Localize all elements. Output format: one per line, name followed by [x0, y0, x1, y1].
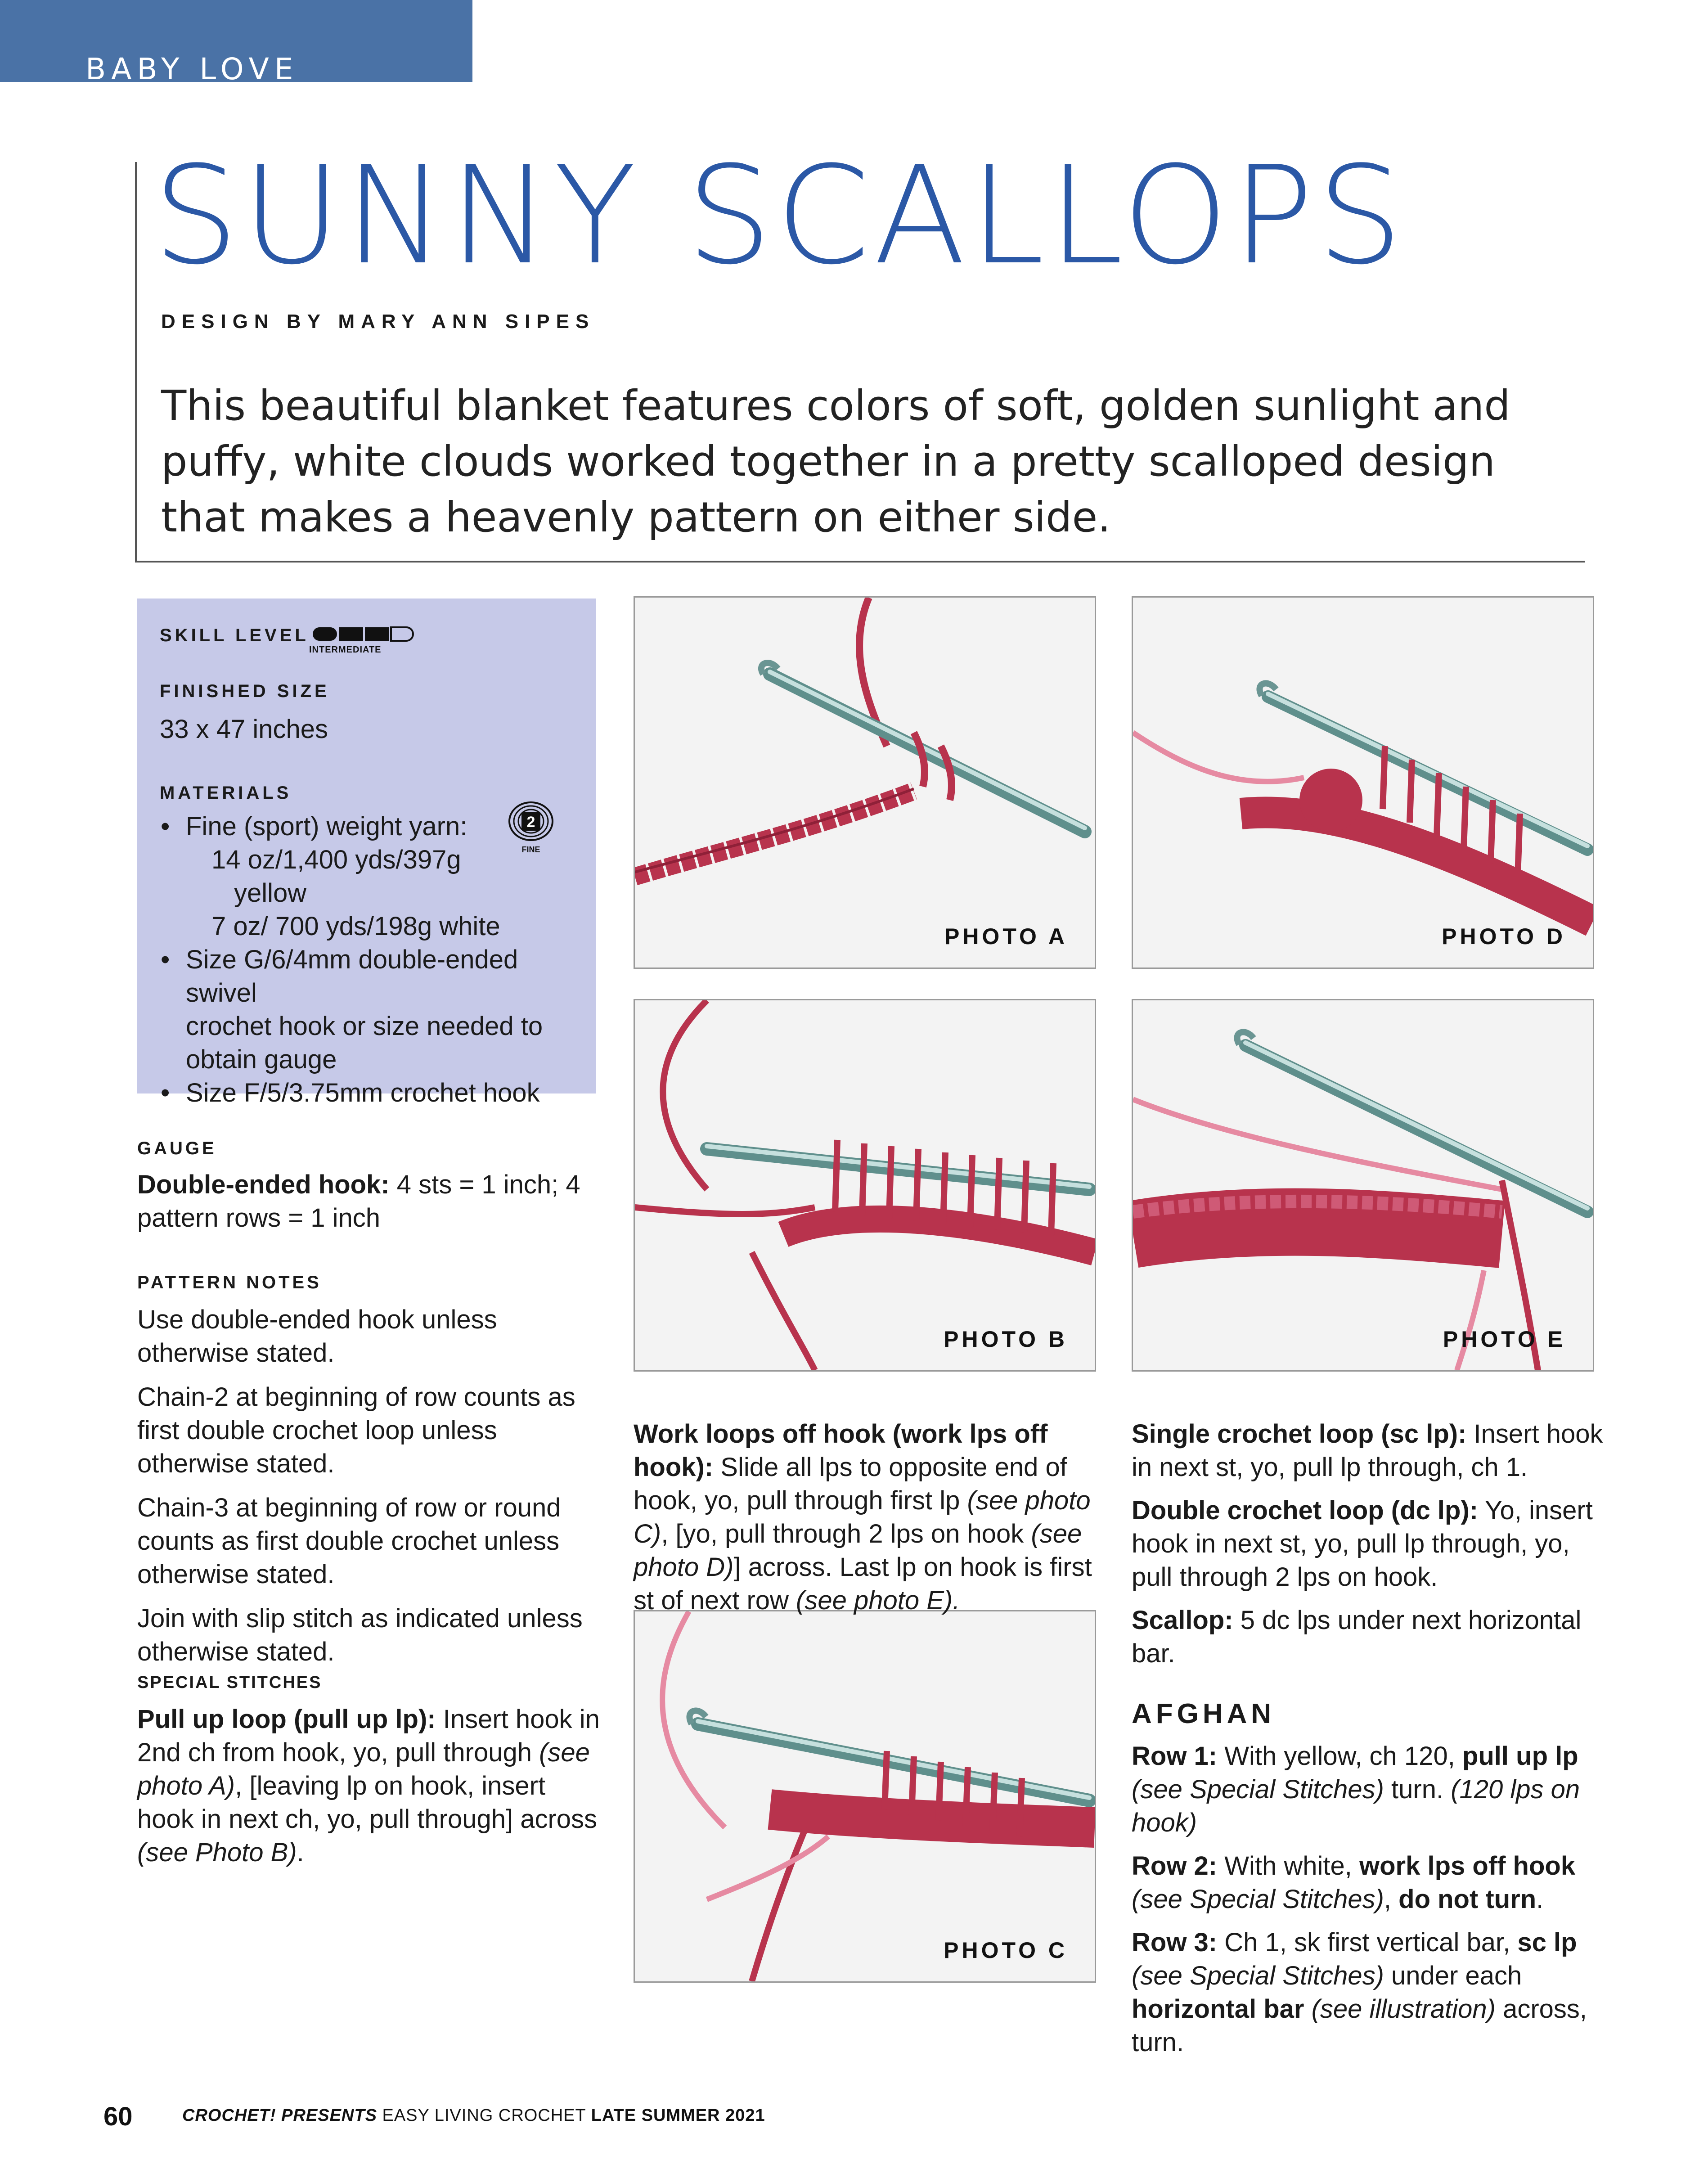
photo-d	[1132, 596, 1594, 969]
gauge-text	[137, 1168, 587, 1235]
photo-ref: (see Photo B)	[137, 1838, 297, 1867]
stitch-name: Scallop:	[1132, 1606, 1233, 1635]
row-text: Ch 1, sk first vertical bar,	[1217, 1928, 1518, 1957]
photo-a-label: PHOTO A	[944, 924, 1068, 949]
yarn-weight-icon	[506, 801, 556, 855]
section-label: BABY LOVE	[85, 52, 299, 86]
material-subitem: 7 oz/ 700 yds/198g white	[211, 912, 500, 941]
pattern-notes-heading: PATTERN NOTES	[137, 1273, 322, 1292]
material-item-cont: crochet hook or size needed to	[186, 1012, 543, 1041]
gauge-value: 4 sts = 1 inch; 4 pattern rows = 1 inch	[137, 1170, 580, 1233]
yarn-weight-caption: FINE	[521, 845, 540, 854]
material-item: • Size G/6/4mm double-ended swivel	[160, 943, 565, 1010]
photo-c-label: PHOTO C	[944, 1938, 1068, 1963]
material-item-cont: obtain gauge	[186, 1045, 337, 1074]
title-rule-horizontal	[135, 561, 1585, 562]
designer-byline: DESIGN BY MARY ANN SIPES	[161, 310, 595, 333]
stitch-text: Slide all lps to opposite end of hook, yo, pull through first lp	[634, 1453, 1067, 1515]
materials-heading: MATERIALS	[160, 783, 292, 803]
material-item: • Fine (sport) weight yarn:	[160, 810, 565, 843]
stitch-text: Insert hook in next st, yo, pull lp through, ch 1.	[1132, 1419, 1603, 1482]
photo-e	[1132, 999, 1594, 1372]
photo-b	[634, 999, 1096, 1372]
stitch-text: Insert hook in 2nd ch from hook, yo, pull through	[137, 1705, 600, 1767]
row-bold: work lps off hook	[1359, 1851, 1576, 1881]
finished-size-value: 33 x 47 inches	[160, 715, 328, 744]
info-box	[137, 598, 596, 1107]
row-2	[1132, 1850, 1618, 1916]
stitch-name: Work loops off hook (work lps off hook):	[634, 1419, 1048, 1482]
stitch-text: 5 dc lps under next horizontal bar.	[1132, 1606, 1582, 1668]
publication-name: CROCHET! PRESENTS	[182, 2106, 377, 2125]
intro-paragraph: This beautiful blanket features colors of soft, golden sunlight and puffy, white clouds worked together in a pretty scalloped design that makes a heavenly pattern on either side.	[161, 382, 1510, 541]
stitch-work-loops-off	[634, 1418, 1110, 1617]
material-subitem: yellow	[234, 878, 307, 908]
row-text: With yellow, ch 120,	[1217, 1742, 1462, 1771]
material-item: • Size F/5/3.75mm crochet hook	[160, 1076, 565, 1110]
pattern-note: Join with slip stitch as indicated unless otherwise stated.	[137, 1604, 583, 1666]
row-ref: (see Special Stitches)	[1132, 1775, 1384, 1804]
special-stitches-heading: SPECIAL STITCHES	[137, 1673, 322, 1692]
stitch-name: Single crochet loop (sc lp):	[1132, 1419, 1467, 1449]
stitch-name: Double crochet loop (dc lp):	[1132, 1496, 1479, 1525]
row-bold: horizontal bar	[1132, 1994, 1304, 2024]
yarn-weight-number: 2	[526, 814, 535, 831]
photo-d-label: PHOTO D	[1442, 924, 1566, 949]
issue-date: LATE SUMMER 2021	[591, 2106, 765, 2125]
row-bold: sc lp	[1517, 1928, 1577, 1957]
stitch-pull-up-loop	[137, 1703, 605, 1869]
stitch-scallop	[1132, 1604, 1618, 1670]
materials-list	[160, 810, 565, 1110]
row-ref: (see Special Stitches)	[1132, 1885, 1384, 1914]
skill-segment-2	[339, 627, 363, 641]
photo-b-label: PHOTO B	[944, 1327, 1068, 1352]
photo-ref: (see photo C)	[634, 1486, 1091, 1548]
pattern-note: Use double-ended hook unless otherwise stated.	[137, 1305, 497, 1368]
stitch-text: .	[297, 1838, 304, 1867]
row-label: Row 3:	[1132, 1928, 1218, 1957]
stitch-text: Yo, insert hook in next st, yo, pull lp through, yo, pull through 2 lps on hook.	[1132, 1496, 1593, 1592]
photo-ref: (see photo D)	[634, 1519, 1082, 1582]
afghan-heading: AFGHAN	[1132, 1698, 1276, 1729]
row-text: ,	[1384, 1885, 1399, 1914]
row-count: (120 lps on hook)	[1132, 1775, 1580, 1837]
page-title: SUNNY SCALLOPS	[153, 137, 1407, 294]
title-rule-vertical	[135, 162, 137, 562]
row-text: under each	[1384, 1961, 1522, 1990]
stitch-text: , [yo, pull through 2 lps on hook	[661, 1519, 1031, 1548]
pattern-note: Chain-2 at beginning of row counts as first double crochet loop unless otherwise stated.	[137, 1382, 575, 1478]
gauge-heading: GAUGE	[137, 1138, 217, 1158]
photo-ref: (see photo E).	[796, 1586, 960, 1615]
photo-c	[634, 1610, 1096, 1983]
row-label: Row 1:	[1132, 1742, 1218, 1771]
skill-segment-1	[313, 627, 337, 641]
row-text: .	[1536, 1885, 1544, 1914]
stitch-single-crochet-loop	[1132, 1418, 1618, 1484]
row-text: With white,	[1217, 1851, 1359, 1881]
skill-segment-3	[365, 627, 389, 641]
photo-a	[634, 596, 1096, 969]
stitch-text: , [leaving lp on hook, insert hook in next ch, yo, pull through] across	[137, 1771, 598, 1834]
right-column	[1132, 1418, 1618, 2069]
publication-footer	[182, 2106, 765, 2125]
skill-segment-4	[391, 627, 413, 641]
row-bold: do not turn	[1398, 1885, 1537, 1914]
row-1	[1132, 1740, 1618, 1840]
row-ref: (see illustration)	[1304, 1994, 1496, 2024]
row-text: turn.	[1384, 1775, 1451, 1804]
pattern-note: Chain-3 at beginning of row or round counts as first double crochet unless otherwise stated.	[137, 1493, 561, 1589]
stitch-name: Pull up loop (pull up lp):	[137, 1705, 436, 1734]
skill-level-heading: SKILL LEVEL	[160, 626, 309, 645]
row-ref: (see Special Stitches)	[1132, 1961, 1384, 1990]
stitch-double-crochet-loop	[1132, 1494, 1618, 1594]
photo-e-label: PHOTO E	[1443, 1327, 1566, 1352]
pattern-notes	[137, 1303, 596, 1679]
row-bold: pull up lp	[1462, 1742, 1578, 1771]
skill-level-meter-icon	[312, 626, 415, 644]
gauge-bold: Double-ended hook:	[137, 1170, 390, 1199]
row-label: Row 2:	[1132, 1851, 1218, 1881]
stitch-text: ] across. Last lp on hook is first st of next row	[634, 1552, 1092, 1615]
row-3	[1132, 1926, 1618, 2059]
issue-title: EASY LIVING CROCHET	[377, 2106, 591, 2125]
row-text: across, turn.	[1132, 1994, 1587, 2057]
skill-level-caption: INTERMEDIATE	[309, 645, 382, 655]
page-number: 60	[103, 2102, 133, 2131]
finished-size-heading: FINISHED SIZE	[160, 681, 330, 701]
photo-ref: (see photo A)	[137, 1738, 590, 1800]
material-subitem: 14 oz/1,400 yds/397g	[211, 845, 461, 874]
